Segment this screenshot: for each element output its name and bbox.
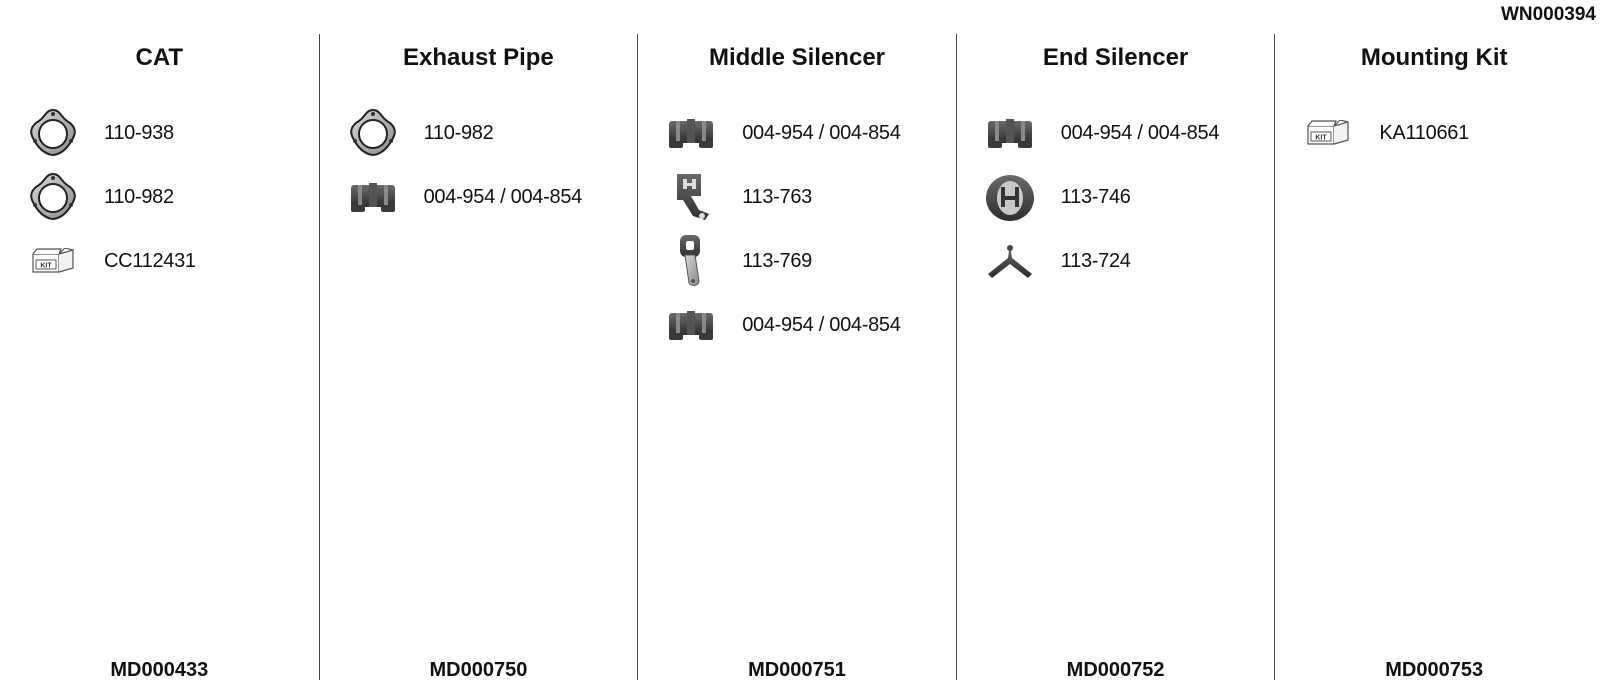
part-row [1275,101,1593,165]
flange-gasket-icon [346,106,400,160]
column-code: MD000753 [1385,659,1484,681]
document-id: WN000394 [1500,4,1596,25]
column-title: Exhaust Pipe [403,44,554,71]
bracket-hanger-icon [664,234,718,288]
part-number: 004-954 / 004-854 [1060,121,1220,144]
pipe-clamp-icon [346,170,400,224]
part-row [0,229,319,293]
parts-columns [0,34,1600,680]
part-list [1275,101,1593,165]
column-cat [0,34,319,680]
part-number: 004-954 / 004-854 [742,121,901,144]
part-number: 113-746 [1060,185,1131,208]
flange-gasket-icon [26,106,80,160]
flange-gasket-icon [26,170,80,224]
y-hanger-icon [983,234,1037,288]
part-number: CC112431 [104,249,196,272]
column-title: CAT [135,44,184,71]
svg-text:KIT: KIT [40,262,52,270]
part-row [638,165,956,229]
part-list [0,101,319,293]
column-code: MD000751 [748,659,846,681]
column-mounting-kit [1274,34,1593,680]
pipe-clamp-icon [664,106,718,160]
pipe-clamp-icon [664,298,718,352]
column-exhaust-pipe [319,34,638,680]
kit-box-icon [1301,106,1355,160]
rubber-hanger-icon [664,170,718,224]
part-number: 113-769 [742,249,813,272]
part-row [957,101,1275,165]
column-code: MD000433 [110,659,209,681]
part-number: 110-938 [104,121,174,144]
column-code: MD000752 [1066,659,1165,681]
part-row [638,101,956,165]
part-row [0,101,319,165]
column-title: Mounting Kit [1360,44,1508,71]
svg-text:KIT: KIT [1315,134,1328,142]
part-row [957,165,1275,229]
part-list [320,101,638,229]
part-row [638,229,956,293]
part-row [0,165,319,229]
part-number: 004-954 / 004-854 [423,185,582,208]
part-list [638,101,956,357]
part-number: KA110661 [1379,121,1469,144]
part-list [957,101,1275,293]
part-row [320,101,638,165]
part-row [957,229,1275,293]
part-number: 004-954 / 004-854 [742,313,901,336]
kit-box-icon [26,234,80,288]
part-number: 113-763 [742,185,813,208]
column-title: End Silencer [1042,44,1189,71]
rubber-mount-icon [983,170,1037,224]
pipe-clamp-icon [983,106,1037,160]
part-number: 110-982 [104,185,174,208]
part-row [320,165,638,229]
column-middle-silencer [637,34,956,680]
part-number: 113-724 [1060,249,1131,272]
part-row [638,293,956,357]
column-title: Middle Silencer [708,44,886,71]
column-code: MD000750 [429,659,528,681]
column-end-silencer [956,34,1275,680]
part-number: 110-982 [423,121,494,144]
